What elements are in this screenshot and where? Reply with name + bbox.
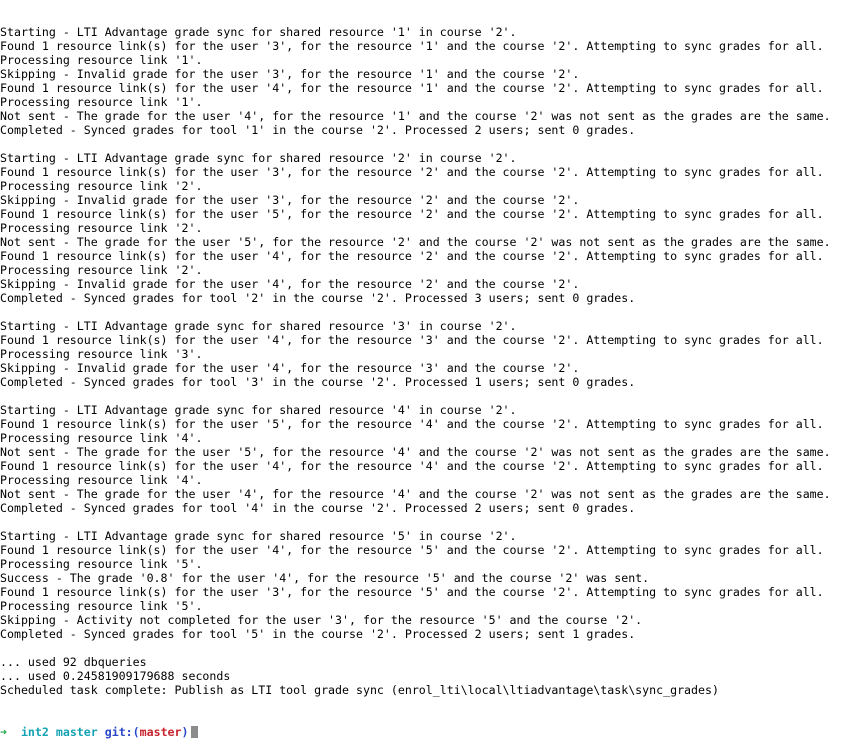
- output-line: [0, 641, 853, 655]
- prompt-branch-close: ): [181, 725, 189, 739]
- output-line: Completed - Synced grades for tool '2' in the course '2'. Processed 3 users; sent 0 grades.: [0, 291, 636, 305]
- output-line: Found 1 resource link(s) for the user '4', for the resource '3' and the course '2'. Attempting to sync grades for all.: [0, 333, 824, 347]
- output-line: Processing resource link '5'.: [0, 557, 203, 571]
- output-line: Found 1 resource link(s) for the user '5', for the resource '4' and the course '2'. Attempting to sync grades for all.: [0, 417, 824, 431]
- output-line: [0, 515, 853, 529]
- output-line: Starting - LTI Advantage grade sync for shared resource '1' in course '2'.: [0, 25, 517, 39]
- output-line: Found 1 resource link(s) for the user '5', for the resource '2' and the course '2'. Attempting to sync grades for all.: [0, 207, 824, 221]
- output-line: Starting - LTI Advantage grade sync for shared resource '5' in course '2'.: [0, 529, 517, 543]
- output-line: Completed - Synced grades for tool '3' in the course '2'. Processed 1 users; sent 0 grades.: [0, 375, 636, 389]
- output-line: Found 1 resource link(s) for the user '4', for the resource '1' and the course '2'. Attempting to sync grades for all.: [0, 81, 824, 95]
- output-line: Not sent - The grade for the user '5', for the resource '2' and the course '2' was not sent as the grades are the same.: [0, 235, 831, 249]
- output-line: Found 1 resource link(s) for the user '3', for the resource '5' and the course '2'. Attempting to sync grades for all.: [0, 585, 824, 599]
- output-line: Processing resource link '5'.: [0, 599, 203, 613]
- prompt-directory: int2: [20, 725, 49, 739]
- shell-prompt[interactable]: [0, 725, 853, 739]
- output-line: Success - The grade '0.8' for the user '4', for the resource '5' and the course '2' was sent.: [0, 571, 650, 585]
- output-line: Processing resource link '1'.: [0, 95, 203, 109]
- terminal-lines: [0, 25, 853, 697]
- output-line: Processing resource link '4'.: [0, 473, 203, 487]
- output-line: [0, 389, 853, 403]
- output-line: Skipping - Activity not completed for the user '3', for the resource '5' and the course '2'.: [0, 613, 643, 627]
- output-line: Completed - Synced grades for tool '5' in the course '2'. Processed 2 users; sent 1 grades.: [0, 627, 636, 641]
- output-line: Starting - LTI Advantage grade sync for shared resource '4' in course '2'.: [0, 403, 517, 417]
- text-cursor[interactable]: [191, 726, 198, 738]
- output-line: Completed - Synced grades for tool '1' in the course '2'. Processed 2 users; sent 0 grades.: [0, 123, 636, 137]
- output-line: Skipping - Invalid grade for the user '4', for the resource '3' and the course '2'.: [0, 361, 580, 375]
- output-line: Found 1 resource link(s) for the user '4', for the resource '4' and the course '2'. Attempting to sync grades for all.: [0, 459, 824, 473]
- output-line: Completed - Synced grades for tool '4' in the course '2'. Processed 2 users; sent 0 grades.: [0, 501, 636, 515]
- prompt-directory-branch: master: [55, 725, 98, 739]
- prompt-arrow-icon: ➜: [0, 725, 7, 739]
- output-line: Skipping - Invalid grade for the user '3', for the resource '2' and the course '2'.: [0, 193, 580, 207]
- output-line: Found 1 resource link(s) for the user '4', for the resource '2' and the course '2'. Attempting to sync grades for all.: [0, 249, 824, 263]
- output-line: Skipping - Invalid grade for the user '3', for the resource '1' and the course '2'.: [0, 67, 580, 81]
- output-line: Not sent - The grade for the user '4', for the resource '4' and the course '2' was not sent as the grades are the same.: [0, 487, 831, 501]
- output-line: Starting - LTI Advantage grade sync for shared resource '2' in course '2'.: [0, 151, 517, 165]
- output-line: Processing resource link '2'.: [0, 179, 203, 193]
- output-line: Scheduled task complete: Publish as LTI tool grade sync (enrol_lti\local\ltiadvantage\task\sync_grades): [0, 683, 719, 697]
- output-line: ... used 92 dbqueries: [0, 655, 147, 669]
- prompt-branch-name: master: [139, 725, 182, 739]
- prompt-git-label: git:: [104, 725, 133, 739]
- output-line: Found 1 resource link(s) for the user '4', for the resource '5' and the course '2'. Attempting to sync grades for all.: [0, 543, 824, 557]
- output-line: Not sent - The grade for the user '5', for the resource '4' and the course '2' was not sent as the grades are the same.: [0, 445, 831, 459]
- output-line: [0, 137, 853, 151]
- output-line: Not sent - The grade for the user '4', for the resource '1' and the course '2' was not sent as the grades are the same.: [0, 109, 831, 123]
- output-line: Processing resource link '3'.: [0, 347, 203, 361]
- output-line: Processing resource link '2'.: [0, 221, 203, 235]
- output-line: Processing resource link '4'.: [0, 431, 203, 445]
- output-line: Found 1 resource link(s) for the user '3', for the resource '1' and the course '2'. Attempting to sync grades for all.: [0, 39, 824, 53]
- output-line: Found 1 resource link(s) for the user '3', for the resource '2' and the course '2'. Attempting to sync grades for all.: [0, 165, 824, 179]
- output-line: ... used 0.24581909179688 seconds: [0, 669, 231, 683]
- output-line: [0, 305, 853, 319]
- output-line: Processing resource link '2'.: [0, 263, 203, 277]
- output-line: Starting - LTI Advantage grade sync for shared resource '3' in course '2'.: [0, 319, 517, 333]
- output-line: Skipping - Invalid grade for the user '4', for the resource '2' and the course '2'.: [0, 277, 580, 291]
- prompt-branch-open: (: [132, 725, 140, 739]
- output-line: Processing resource link '1'.: [0, 53, 203, 67]
